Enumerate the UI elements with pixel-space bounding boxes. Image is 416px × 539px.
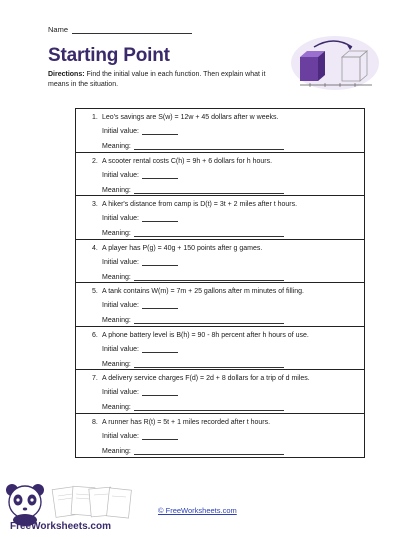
- svg-text:FreeWorksheets.com: FreeWorksheets.com: [10, 521, 111, 532]
- initial-value-blank[interactable]: [142, 395, 178, 396]
- name-label: Name: [48, 25, 69, 34]
- meaning-blank[interactable]: [134, 280, 284, 281]
- meaning-blank[interactable]: [134, 323, 284, 324]
- problem-text: 4. A player has P(g) = 40g + 150 points after g games.: [92, 244, 263, 252]
- directions-label: Directions:: [48, 71, 85, 78]
- initial-value-line: Initial value:: [102, 299, 364, 309]
- initial-value-blank[interactable]: [142, 308, 178, 309]
- problem-text: 5. A tank contains W(m) = 7m + 25 gallons after m minutes of filling.: [92, 288, 304, 295]
- page-title: Starting Point: [48, 45, 170, 66]
- initial-value-blank[interactable]: [142, 221, 178, 222]
- meaning-blank[interactable]: [134, 236, 284, 237]
- meaning-line: Meaning:: [102, 271, 364, 281]
- initial-value-blank[interactable]: [142, 352, 178, 353]
- initial-value-line: Initial value:: [102, 343, 364, 353]
- initial-value-line: Initial value:: [102, 386, 364, 396]
- directions: [48, 70, 288, 89]
- meaning-blank[interactable]: [134, 367, 284, 368]
- problem-row: [76, 414, 364, 458]
- panda-mascot-icon: [6, 484, 44, 526]
- directions-text: Find the initial value in each function. Then explain what it means in the situation.: [48, 71, 266, 88]
- meaning-line: Meaning:: [102, 140, 364, 150]
- meaning-line: Meaning:: [102, 314, 364, 324]
- initial-value-line: Initial value:: [102, 169, 364, 179]
- problem-text: 8. A runner has R(t) = 5t + 1 miles recorded after t hours.: [92, 418, 271, 426]
- initial-value-blank[interactable]: [142, 439, 178, 440]
- problem-row: [76, 327, 364, 371]
- meaning-blank[interactable]: [134, 149, 284, 150]
- initial-value-line: Initial value:: [102, 212, 364, 222]
- initial-value-blank[interactable]: [142, 134, 178, 135]
- name-input-line[interactable]: [72, 26, 192, 34]
- meaning-line: Meaning:: [102, 445, 364, 455]
- problem-text: 2. A scooter rental costs C(h) = 9h + 6 dollars for h hours.: [92, 157, 273, 165]
- meaning-line: Meaning:: [102, 227, 364, 237]
- initial-value-line: Initial value:: [102, 430, 364, 440]
- meaning-line: Meaning:: [102, 358, 364, 368]
- worksheet-stack-icon: [52, 486, 131, 518]
- problem-row: [76, 109, 364, 153]
- cube-translation-graphic: [290, 35, 380, 93]
- problem-text: 1. Leo's savings are S(w) = 12w + 45 dollars after w weeks.: [92, 114, 279, 121]
- meaning-blank[interactable]: [134, 454, 284, 455]
- problem-row: [76, 370, 364, 414]
- meaning-blank[interactable]: [134, 410, 284, 411]
- initial-value-blank[interactable]: [142, 265, 178, 266]
- initial-value-blank[interactable]: [142, 178, 178, 179]
- meaning-blank[interactable]: [134, 193, 284, 194]
- problem-text: 7. A delivery service charges F(d) = 2d + 8 dollars for a trip of d miles.: [92, 375, 310, 382]
- problem-text: 6. A phone battery level is B(h) = 90 - 8h percent after h hours of use.: [92, 331, 309, 339]
- footer-link[interactable]: © FreeWorksheets.com: [158, 506, 237, 515]
- initial-value-line: Initial value:: [102, 125, 364, 135]
- problem-row: [76, 283, 364, 327]
- problem-row: [76, 196, 364, 240]
- initial-value-line: Initial value:: [102, 256, 364, 266]
- meaning-line: Meaning:: [102, 184, 364, 194]
- freeworksheets-logo: [2, 482, 152, 534]
- problems-table: [75, 108, 365, 458]
- meaning-line: Meaning:: [102, 401, 364, 411]
- problem-row: [76, 153, 364, 197]
- problem-row: [76, 240, 364, 284]
- name-field-row: [48, 25, 192, 34]
- problem-text: 3. A hiker's distance from camp is D(t) = 3t + 2 miles after t hours.: [92, 201, 298, 208]
